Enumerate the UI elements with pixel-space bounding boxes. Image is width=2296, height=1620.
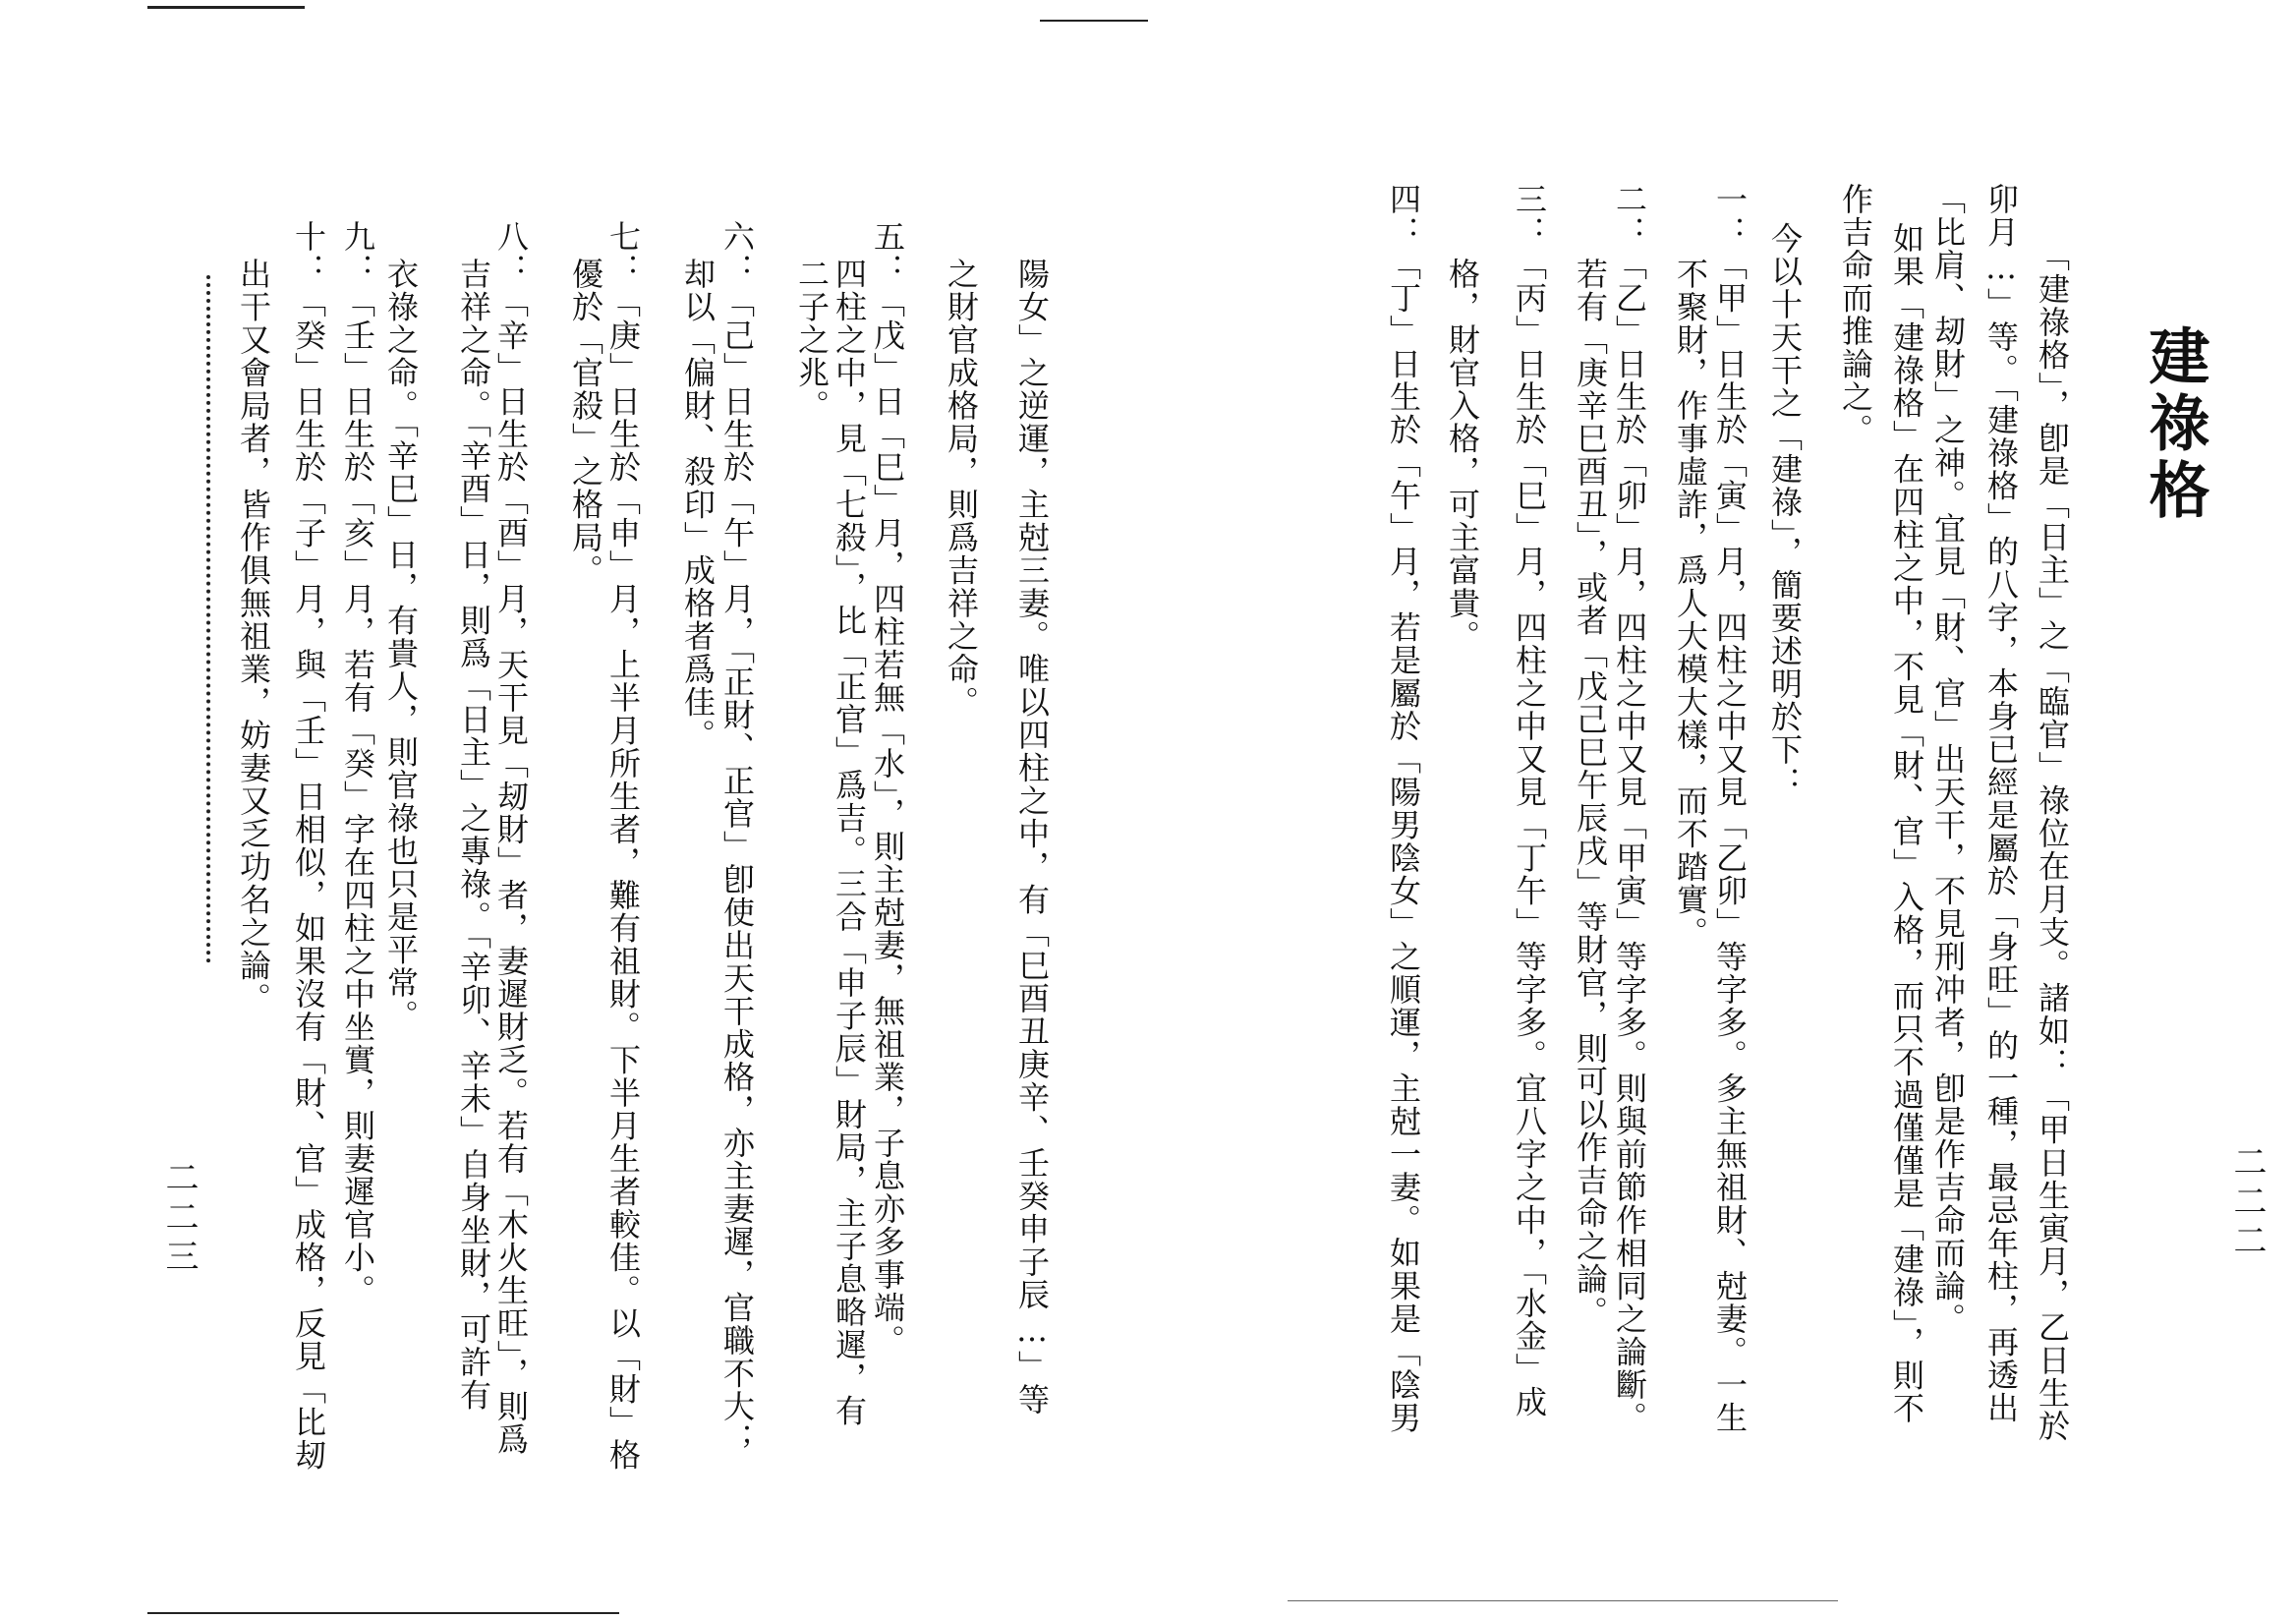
- text-column: 八：「辛」日生於「酉」月，天干見「刼財」者，妻遲財乏。若有「木火生旺」，則爲: [492, 220, 530, 1456]
- text-column: 出干又會局者，皆作俱無祖業，妨妻又乏功名之論。: [235, 258, 272, 1015]
- top-edge-rule: [1040, 20, 1148, 22]
- text-column: 一：「甲」日生於「寅」月，四柱之中又見「乙卯」等字多。多主無祖財、尅妻。一生: [1711, 183, 1749, 1434]
- text-column: 七：「庚」日生於「申」月，上半月所生者，難有祖財。下半月生者較佳。以「財」格: [604, 220, 642, 1472]
- text-column: 二子之兆。: [793, 258, 831, 423]
- text-column: 三：「丙」日生於「巳」月，四柱之中又見「丁午」等字多。宜八字之中，「水金」成: [1511, 183, 1548, 1418]
- bottom-edge-rule: [147, 1612, 619, 1614]
- text-column: 二：「乙」日生於「卯」月，四柱之中又見「甲寅」等字多。則與前節作相同之論斷。: [1611, 183, 1648, 1434]
- text-column: 五：「戊」日「巳」月，四柱若無「水」，則主尅妻，無祖業，子息亦多事端。: [869, 220, 906, 1358]
- page-number: 二二二: [2227, 1144, 2267, 1262]
- text-column: 若有「庚辛巳酉丑」，或者「戊己巳午辰戌」等財官，則可以作吉命之論。: [1572, 258, 1609, 1329]
- text-column: 今以十天干之「建祿」，簡要述明於下：: [1766, 222, 1804, 799]
- chapter-title: 建祿格: [2139, 324, 2210, 525]
- text-column: 之財官成格局，則爲吉祥之命。: [943, 258, 980, 719]
- text-column: 衣祿之命。「辛巳」日，有貴人，則官祿也只是平常。: [382, 258, 420, 1032]
- page-number: 二二三: [159, 1160, 199, 1278]
- text-column: 卯月…」等。「建祿格」的八字，本身已經是屬於「身旺」的一種，最忌年柱，再透出: [1982, 183, 2020, 1424]
- text-column: 不聚財，作事虛詐，爲人大模大樣，而不踏實。: [1672, 258, 1709, 950]
- text-column: 六：「己」日生於「午」月，「正財、正官」卽使出天干成格，亦主妻遲，官職不大；: [718, 220, 756, 1456]
- text-column: 作吉命而推論之。: [1837, 183, 1874, 446]
- top-edge-rule: [147, 6, 305, 9]
- text-column: 四柱之中，見「七殺」，比「正官」爲吉。三合「申子辰」財局，主子息略遲，有: [831, 258, 868, 1427]
- text-column: 「建祿格」，卽是「日主」之「臨官」祿位在月支。諸如：「甲日生寅月，乙日生於: [2034, 240, 2071, 1443]
- bottom-edge-rule: [1288, 1600, 1838, 1601]
- text-column: 四：「丁」日生於「午」月，若是屬於「陽男陰女」之順運，主尅一妻。如果是「陰男: [1385, 183, 1422, 1434]
- text-column: 陽女」之逆運，主尅三妻。唯以四柱之中，有「巳酉丑庚辛、壬癸申子辰…」等: [1013, 258, 1051, 1417]
- text-column: 九：「壬」日生於「亥」月，若有「癸」字在四柱之中坐實，則妻遲官小。: [339, 220, 376, 1307]
- right-page: [1148, 0, 2296, 1620]
- text-column: 十：「癸」日生於「子」月，與「壬」日相似，如果沒有「財、官」成格，反見「比刼: [290, 220, 327, 1472]
- text-column: 吉祥之命。「辛酉」日，則爲「日主」之專祿。「辛卯、辛未」自身坐財，可許有: [455, 258, 492, 1412]
- text-column: 格，財官入格，可主富貴。: [1444, 258, 1481, 653]
- text-column: 如果「建祿格」在四柱之中，不見「財、官」入格，而只不過僅僅是「建祿」，則不: [1888, 222, 1925, 1425]
- dotted-separator: [206, 275, 210, 963]
- text-column: 却以「偏財、殺印」成格者爲佳。: [679, 258, 717, 752]
- text-column: 優於「官殺」之格局。: [567, 258, 604, 587]
- text-column: 「比肩、刼財」之神。宜見「財、官」出天干，不見刑冲者，卽是作吉命而論。: [1929, 183, 1967, 1336]
